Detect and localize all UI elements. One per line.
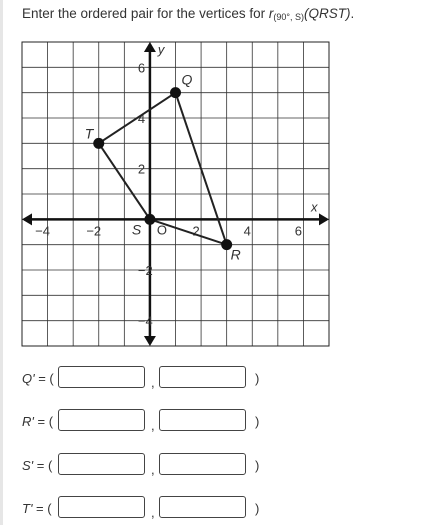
comma-separator: ,: [151, 462, 155, 477]
x-coordinate-input[interactable]: [58, 453, 145, 475]
y-tick-label: −4: [137, 313, 153, 329]
y-axis-label: y: [157, 42, 165, 57]
rotation-subscript: (90°, S): [273, 12, 304, 22]
y-tick-label: 4: [137, 111, 146, 126]
y-tick-label: 6: [137, 60, 146, 76]
prompt-text: Enter the ordered pair for the vertices for: [22, 6, 269, 21]
close-paren: ): [255, 501, 260, 516]
x-tick-label: 6: [294, 223, 303, 239]
vertex-label-S: S: [131, 221, 142, 238]
vertex-label: S' = (: [22, 458, 53, 473]
origin-label: O: [156, 222, 168, 238]
answer-row: [22, 453, 282, 479]
close-paren: ): [255, 458, 260, 473]
x-axis-label: x: [311, 199, 318, 215]
vertex-label-R: R: [230, 246, 241, 263]
comma-separator: ,: [151, 418, 155, 433]
x-tick-label: 4: [243, 223, 251, 239]
rotation-function-name: r: [268, 6, 274, 21]
x-tick-label: 2: [192, 223, 200, 239]
vertex-label: Q' = (: [22, 371, 54, 386]
x-coordinate-input[interactable]: [58, 496, 145, 518]
answer-row: [22, 496, 282, 522]
vertex-point-S: [144, 214, 155, 225]
vertex-label: R' = (: [22, 414, 54, 429]
close-paren: ): [255, 414, 260, 429]
rotation-argument: (QRST): [303, 6, 351, 21]
y-tick-label: −2: [137, 263, 153, 278]
close-paren: ): [255, 371, 260, 386]
y-tick-label: 2: [137, 161, 146, 177]
x-tick-label: −2: [86, 223, 102, 239]
x-coordinate-input[interactable]: [58, 409, 145, 431]
vertex-point-T: [93, 138, 104, 149]
vertex-point-Q: [170, 87, 181, 98]
comma-separator: ,: [151, 375, 155, 390]
comma-separator: ,: [151, 505, 155, 520]
vertex-label-Q: Q: [181, 71, 193, 88]
prompt-period: .: [350, 6, 355, 21]
y-coordinate-input[interactable]: [159, 366, 246, 388]
x-coordinate-input[interactable]: [58, 366, 145, 388]
y-coordinate-input[interactable]: [159, 453, 246, 475]
y-coordinate-input[interactable]: [159, 496, 246, 518]
x-tick-label: −4: [35, 223, 50, 239]
answer-row: [22, 409, 282, 435]
vertex-label: T' = (: [22, 501, 52, 516]
answer-row: [22, 366, 282, 392]
vertex-label-T: T: [84, 125, 94, 142]
y-coordinate-input[interactable]: [159, 409, 246, 431]
